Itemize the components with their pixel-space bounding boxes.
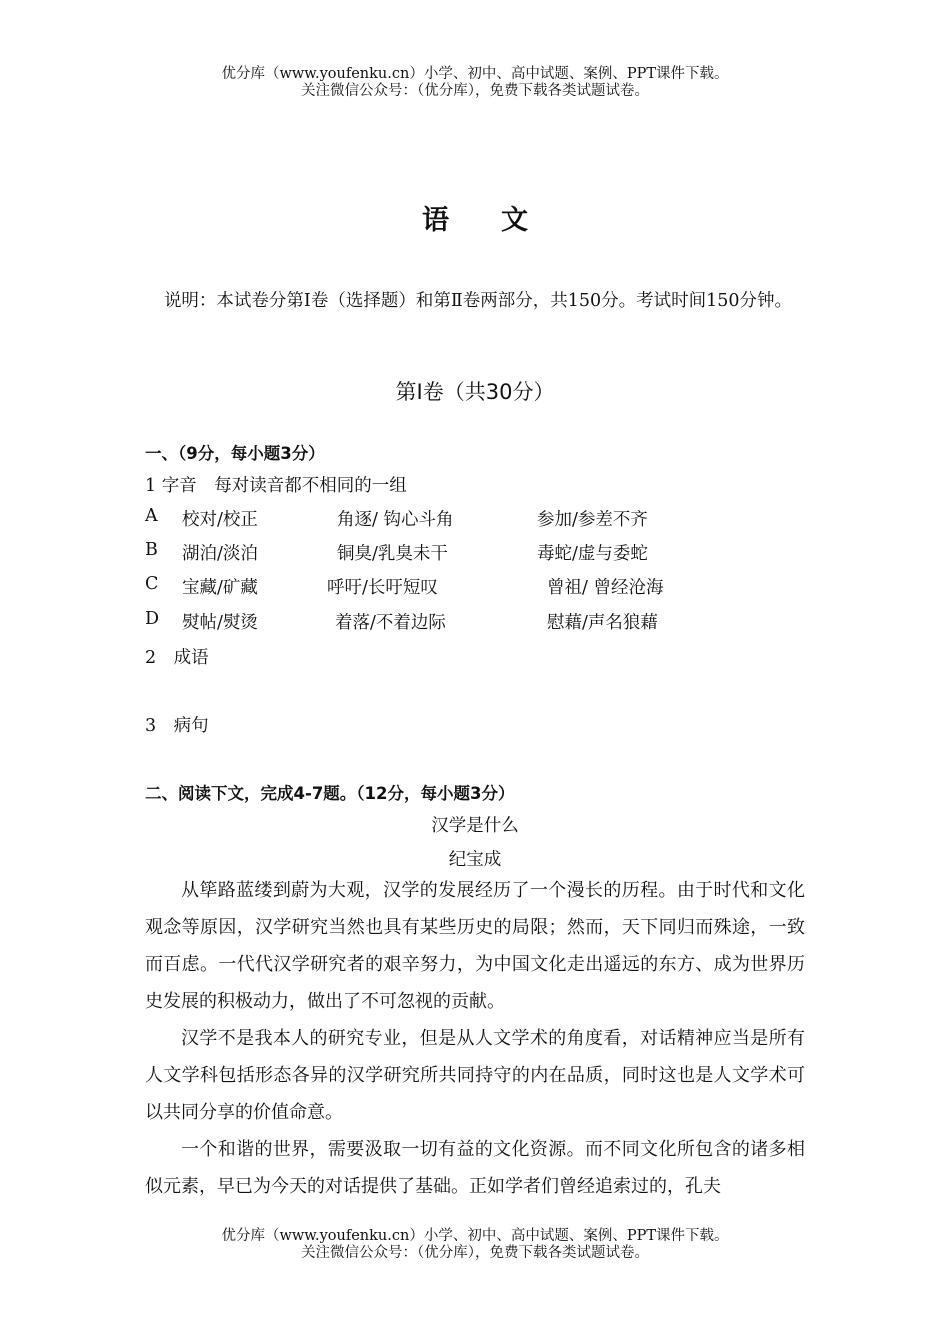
question-1-stem: 1 字音 每对读音都不相同的一组: [145, 476, 407, 496]
footer-line-1: 优分库（www.youfenku.cn）小学、初中、高中试题、案例、PPT课件下载。: [221, 1228, 729, 1244]
option-pair-2: 铜臭/乳臭未干: [337, 544, 448, 564]
option-pair-1: 校对/校正: [182, 510, 258, 530]
option-label: C: [145, 574, 159, 594]
option-pair-3: 曾祖/ 曾经沧海: [547, 578, 664, 598]
article-paragraph-3: 一个和谐的世界，需要汲取一切有益的文化资源。而不同文化所包含的诸多相似元素，早已为今天的对话提供了基础。正如学者们曾经追索过的，孔夫: [145, 1139, 805, 1197]
option-pair-2: 呼吁/长吁短叹: [327, 578, 438, 598]
option-pair-3: 参加/参差不齐: [537, 510, 648, 530]
page-header: [0, 66, 950, 100]
option-pair-2: 角逐/ 钩心斗角: [337, 510, 454, 530]
option-label: D: [145, 609, 160, 629]
article-paragraph-1: 从筚路蓝缕到蔚为大观，汉学的发展经历了一个漫长的历程。由于时代和文化观念等原因，汉学研究当然也具有某些历史的局限；然而，天下同归而殊途，一致而百虑。一代代汉学研究者的艰辛努力，为中国文化走出遥远的东方、成为世界历史发展的积极动力，做出了不可忽视的贡献。: [145, 880, 805, 1012]
option-pair-1: 宝藏/矿藏: [182, 578, 258, 598]
option-pair-1: 湖泊/淡泊: [182, 544, 258, 564]
page-footer: [0, 1228, 950, 1262]
article-author: 纪宝成: [448, 850, 502, 870]
option-pair-1: 熨帖/熨烫: [182, 613, 258, 633]
option-pair-2: 着落/不着边际: [335, 613, 446, 633]
question-2: 2 成语: [145, 648, 209, 668]
article-title: 汉学是什么: [431, 816, 519, 836]
header-line-1: 优分库（www.youfenku.cn）小学、初中、高中试题、案例、PPT课件下载。: [221, 66, 729, 82]
section-2-heading: 二、阅读下文，完成4-7题。（12分，每小题3分）: [145, 784, 515, 803]
exam-instructions: 说明：本试卷分第Ⅰ卷（选择题）和第Ⅱ卷两部分，共150分。考试时间150分钟。: [163, 291, 793, 311]
option-label: B: [145, 540, 158, 560]
option-pair-3: 毒蛇/虚与委蛇: [537, 544, 648, 564]
article-paragraph-2: 汉学不是我本人的研究专业，但是从人文学术的角度看，对话精神应当是所有人文学科包括形态各异的汉学研究所共同持守的内在品质，同时这也是人文学术可以共同分享的价值命意。: [145, 1028, 805, 1123]
option-label: A: [145, 506, 158, 526]
header-line-2: 关注微信公众号：（优分库），免费下载各类试题试卷。: [301, 83, 649, 99]
section-1-heading: 一、（9分，每小题3分）: [145, 444, 325, 463]
volume-title: 第Ⅰ卷（共30分）: [395, 380, 555, 404]
footer-line-2: 关注微信公众号：（优分库），免费下载各类试题试卷。: [301, 1245, 649, 1261]
exam-title: 语文: [422, 205, 580, 236]
question-3: 3 病句: [145, 716, 209, 736]
option-pair-3: 慰藉/声名狼藉: [547, 613, 658, 633]
